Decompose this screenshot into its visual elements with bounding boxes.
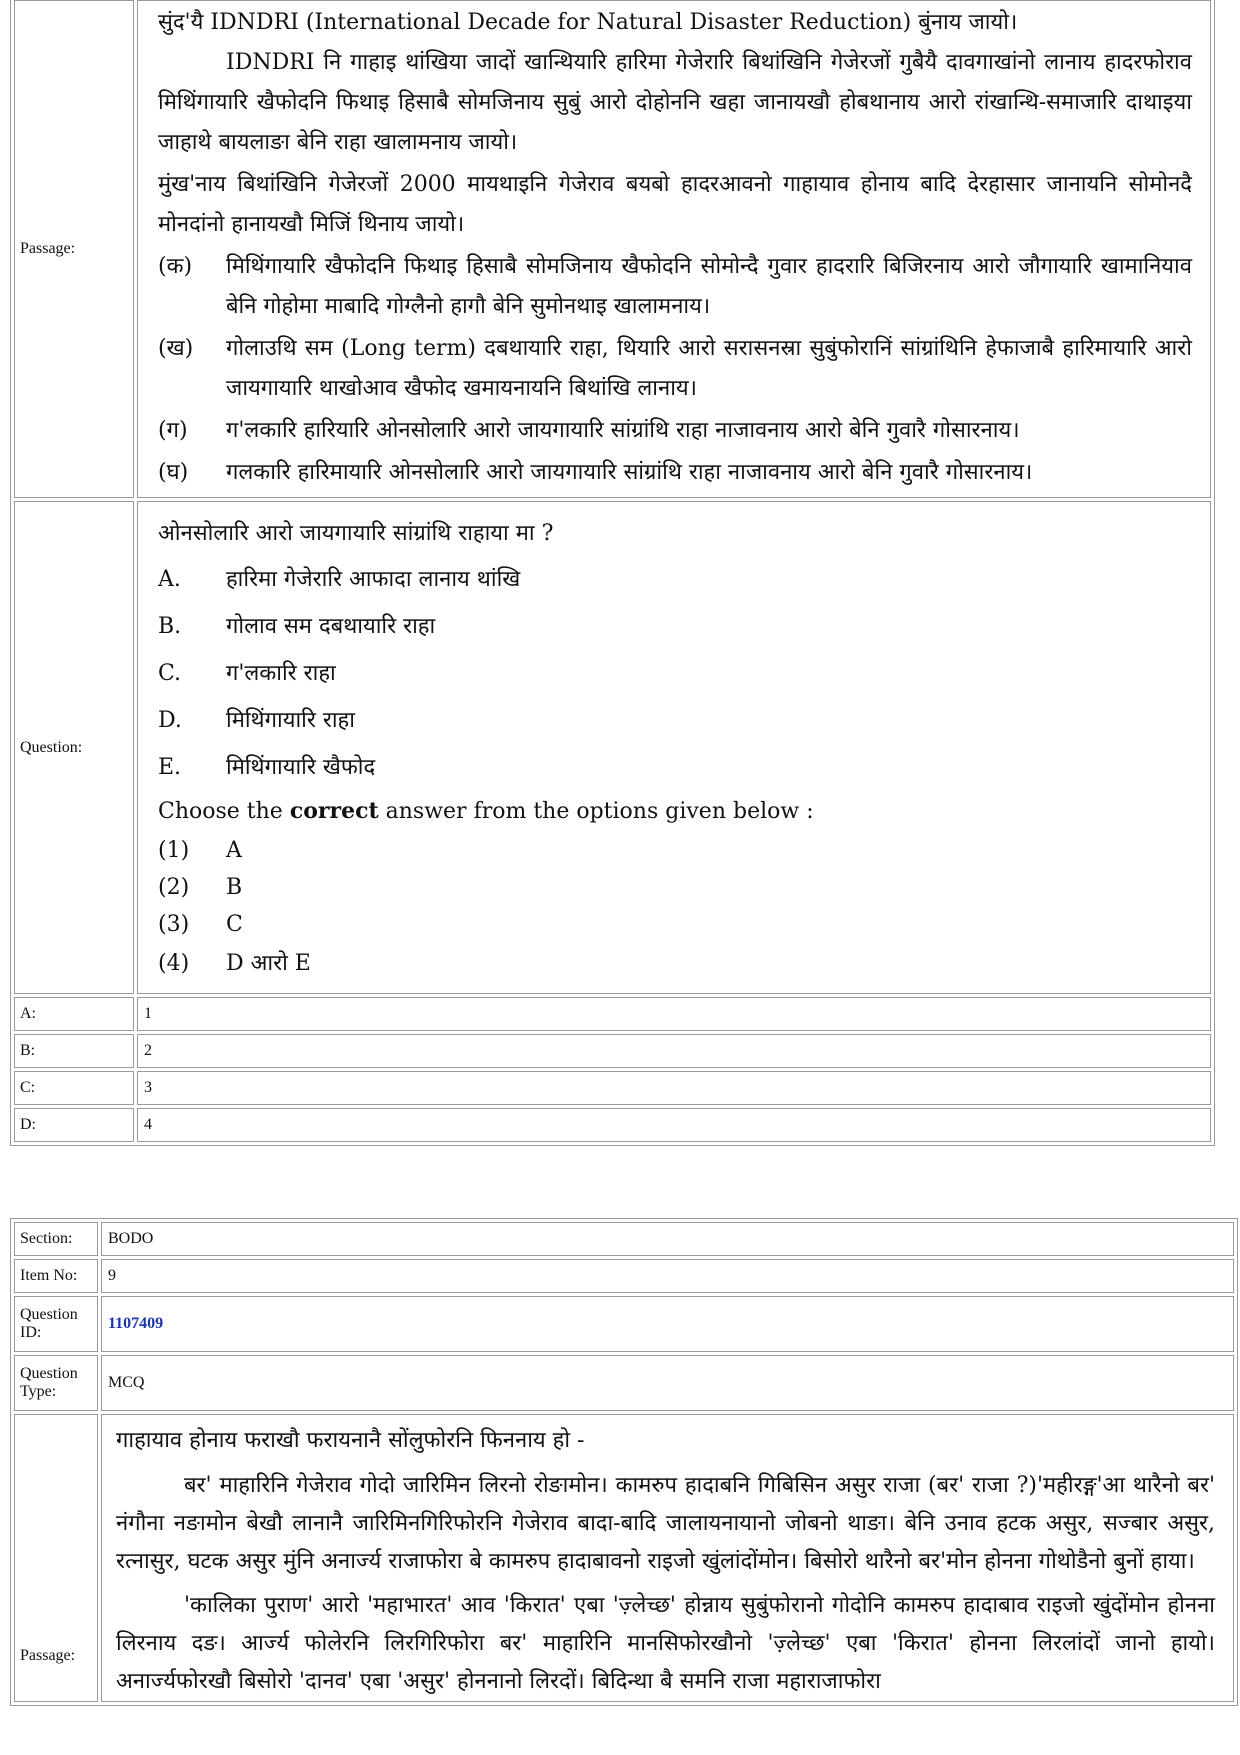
choice-label: A: bbox=[14, 997, 134, 1031]
option-marker: E. bbox=[158, 755, 182, 780]
answer-option bbox=[158, 869, 1192, 906]
answer-text: D आरो E bbox=[226, 951, 311, 976]
choice-value: 4 bbox=[137, 1108, 1211, 1142]
answer-marker: (4) bbox=[158, 951, 190, 976]
option-marker: A. bbox=[158, 567, 181, 592]
passage-label: Passage: bbox=[14, 1414, 98, 1702]
option-item bbox=[158, 650, 1192, 697]
choice-label: B: bbox=[14, 1034, 134, 1068]
section-value: BODO bbox=[101, 1222, 1234, 1256]
list-text: ग'लकारि हारियारि ओनसोलारि आरो जायगायारि सांग्रांथि राहा नाजावनाय आरो बेनि गुवारै गोसारनाय। bbox=[226, 418, 1020, 443]
option-text: हारिमा गेजेरारि आफादा लानाय थांखि bbox=[226, 567, 521, 592]
passage-paragraph: 'कालिका पुराण' आरो 'महाभारत' आव 'किरात' एबा 'ज़्लेच्छ' होन्नाय सुबुंफोरानो गोदोनि कामरुप हादाबाव राइजो खुंदोंमोन होनना लिरनाय दङ। आर्ज्य फोलेरनि लिरगिरिफोरा बर' माहारिनि मानसिफोरखौनो 'ज़्लेच्छ' एबा 'किरात' होनना लिरलांदों जानो हायो। अनार्ज्यफोरखौ बिसोरो 'दानव' एबा 'असुर' होननानो लिरदों। बिदिन्था बै समनि राजा महाराजाफोरा bbox=[116, 1593, 1215, 1694]
item-no-label: Item No: bbox=[14, 1259, 98, 1293]
answer-marker: (3) bbox=[158, 912, 190, 937]
answer-marker: (1) bbox=[158, 838, 190, 863]
choice-value: 1 bbox=[137, 997, 1211, 1031]
option-text: मिथिंगायारि राहा bbox=[226, 708, 355, 733]
option-item bbox=[158, 697, 1192, 744]
question-label: Question: bbox=[14, 501, 134, 994]
choose-bold: correct bbox=[289, 798, 379, 824]
question-id-label: Question ID: bbox=[14, 1296, 98, 1352]
answer-marker: (2) bbox=[158, 875, 190, 900]
question-stem: ओनसोलारि आरो जायगायारि सांग्रांथि राहाया मा ? bbox=[158, 521, 554, 546]
passage-paragraph: IDNDRI नि गाहाइ थांखिया जादों खान्थियारि हारिमा गेजेरारि बिथांखिनि गेजेरजों गुबैयै दावगाखांनो लानाय हादरफोराव मिथिंगायारि खैफोदनि फिथाइ हिसाबै सोमजिनाय सुबुं आरो दोहोननि खहा जानायखौ होबथानाय आरो रांखान्थि-समाजारि दाथाइया जाहाथे बायलाङा बेनि राहा खालामनाय जायो। bbox=[158, 50, 1192, 155]
passage-label: Passage: bbox=[14, 0, 134, 498]
list-marker: (ग) bbox=[158, 418, 188, 443]
section-label: Section: bbox=[14, 1222, 98, 1256]
question-id-value: 1107409 bbox=[101, 1296, 1234, 1352]
question-type-label: Question Type: bbox=[14, 1355, 98, 1411]
choose-instruction bbox=[158, 791, 1192, 832]
passage-paragraph: बर' माहारिनि गेजेराव गोदो जारिमिन लिरनो रोङामोन। कामरुप हादाबनि गिबिसिन असुर राजा (बर' राजा ?)'महीरङ्ग'आ थारैनो बर' नंगौना नङामोन बेखौ लानानै जारिमिनगिरिफोरनि गेजेराव बादा-बादि जालायनायानो जोबनो थाङा। बेनि उनाव हटक असुर, सज्बार असुर, रत्नासुर, घटक असुर मुंनि अनार्ज्य राजाफोरा बे कामरुप हादाबावनो राइजो खुंलांदोंमोन। बिसोरो थारैनो बर'मोन होनना गोथोडैनो बुनों हाया। bbox=[116, 1473, 1215, 1574]
passage-line: सुंद'यै IDNDRI (International Decade for Natural Disaster Reduction) बुंनाय जायो। bbox=[158, 10, 1018, 35]
choose-text: answer from the options given below : bbox=[378, 799, 814, 824]
option-text: ग'लकारि राहा bbox=[226, 661, 336, 686]
option-marker: D. bbox=[158, 708, 182, 733]
answer-option bbox=[158, 943, 1192, 985]
option-item bbox=[158, 603, 1192, 650]
choice-value: 2 bbox=[137, 1034, 1211, 1068]
passage-list-item bbox=[158, 329, 1192, 409]
list-text: गलकारि हारिमायारि ओनसोलारि आरो जायगायारि सांग्रांथि राहा नाजावनाय आरो बेनि गुवारै गोसारनाय। bbox=[226, 460, 1033, 485]
choice-label: D: bbox=[14, 1108, 134, 1142]
passage-list-item bbox=[158, 411, 1192, 451]
list-text: गोलाउथि सम (Long term) दबथायारि राहा, थियारि आरो सरासनस्रा सुबुंफोरानिं सांग्रांथिनि हेफाजाबै हारिमायारि आरो जायगायारि थाखोआव खैफोद खमायनायनि बिथांखि लानाय। bbox=[226, 336, 1192, 401]
passage-intro: गाहायाव होनाय फराखौ फरायनानै सोंलुफोरनि फिननाय हो - bbox=[116, 1428, 585, 1453]
list-text: मिथिंगायारि खैफोदनि फिथाइ हिसाबै सोमजिनाय खैफोदनि सोमोन्दै गुवार हादरारि बिजिरनाय आरो जौगायारि खामानियाव बेनि गोहोमा माबादि गोग्लैनो हागौ बेनि सुमोनथाइ खालामनाय। bbox=[226, 254, 1192, 319]
choice-label: C: bbox=[14, 1071, 134, 1105]
passage-cell bbox=[137, 0, 1211, 498]
passage-paragraph: मुंख'नाय बिथांखिनि गेजेरजों 2000 मायथाइनि गेजेराव बयबो हादरआवनो गाहायाव होनाय बादि देरहासार जानायनि सोमोनदै मोनदांनो हानायखौ मिजिं थिनाय जायो। bbox=[158, 172, 1192, 237]
list-marker: (क) bbox=[158, 254, 193, 279]
option-text: गोलाव सम दबथायारि राहा bbox=[226, 614, 436, 639]
choose-text: Choose the bbox=[158, 799, 290, 824]
passage-cell bbox=[101, 1414, 1234, 1702]
question-type-value: MCQ bbox=[101, 1355, 1234, 1411]
question-block-previous bbox=[10, 0, 1215, 1146]
answer-text: C bbox=[226, 912, 243, 937]
answer-text: B bbox=[226, 875, 243, 900]
question-block-current bbox=[10, 1218, 1238, 1706]
option-text: मिथिंगायारि खैफोद bbox=[226, 755, 376, 780]
passage-list-item bbox=[158, 453, 1192, 493]
option-item bbox=[158, 556, 1192, 603]
option-marker: C. bbox=[158, 661, 182, 686]
question-cell bbox=[137, 501, 1211, 994]
answer-option bbox=[158, 906, 1192, 943]
list-marker: (घ) bbox=[158, 460, 189, 485]
item-no-value: 9 bbox=[101, 1259, 1234, 1293]
choice-value: 3 bbox=[137, 1071, 1211, 1105]
option-item bbox=[158, 744, 1192, 791]
passage-list-item bbox=[158, 247, 1192, 327]
answer-option bbox=[158, 832, 1192, 869]
option-marker: B. bbox=[158, 614, 182, 639]
list-marker: (ख) bbox=[158, 336, 194, 361]
answer-text: A bbox=[226, 838, 242, 863]
